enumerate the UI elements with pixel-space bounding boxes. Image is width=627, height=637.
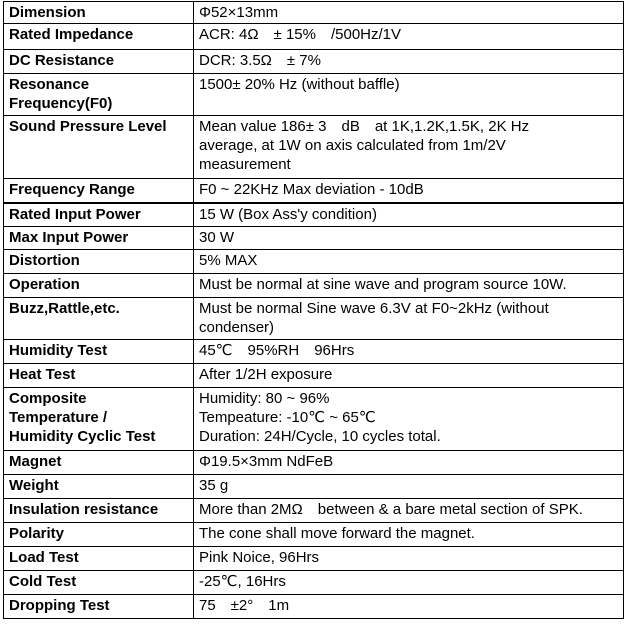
specification-table [3, 1, 624, 619]
spec-label-text: Dropping Test [9, 597, 110, 614]
table-row [4, 547, 624, 571]
table-row [4, 274, 624, 298]
spec-value-cell [194, 451, 624, 475]
spec-label-text: Rated Impedance [9, 26, 134, 43]
spec-label-cell [4, 24, 194, 50]
spec-value-cell [194, 298, 624, 340]
spec-value-cell [194, 571, 624, 595]
spec-value-text: Tempeature: -10℃ ~ 65℃ [199, 409, 376, 426]
table-row [4, 451, 624, 475]
spec-label-cell [4, 595, 194, 619]
spec-value-cell [194, 2, 624, 24]
spec-label-cell [4, 250, 194, 274]
spec-label-cell [4, 388, 194, 451]
spec-label-text: Dimension [9, 4, 86, 21]
table-row [4, 227, 624, 250]
spec-value-text: Must be normal at sine wave and program source 10W. [199, 276, 567, 293]
spec-label-cell [4, 571, 194, 595]
spec-value-text: measurement [199, 156, 291, 173]
table-row [4, 203, 624, 227]
spec-label-text: Load Test [9, 549, 79, 566]
table-row [4, 179, 624, 203]
spec-label-text: DC Resistance [9, 52, 115, 69]
table-row [4, 74, 624, 116]
spec-label-cell [4, 116, 194, 179]
spec-label-cell [4, 274, 194, 298]
spec-label-text: Humidity Cyclic Test [9, 428, 156, 445]
table-row [4, 116, 624, 179]
table-row [4, 571, 624, 595]
spec-label-text: Frequency(F0) [9, 95, 113, 112]
spec-value-cell [194, 250, 624, 274]
specification-table-body [4, 2, 624, 619]
spec-value-text: Pink Noice, 96Hrs [199, 549, 320, 566]
spec-label-text: Heat Test [9, 366, 76, 383]
spec-value-cell [194, 475, 624, 499]
table-row [4, 2, 624, 24]
spec-label-cell [4, 298, 194, 340]
table-row [4, 340, 624, 364]
spec-value-cell [194, 364, 624, 388]
table-row [4, 250, 624, 274]
spec-label-cell [4, 203, 194, 227]
spec-value-cell [194, 50, 624, 74]
spec-value-cell [194, 179, 624, 203]
spec-value-cell [194, 340, 624, 364]
spec-label-text: Sound Pressure Level [9, 118, 167, 135]
spec-label-cell [4, 179, 194, 203]
spec-value-text: Must be normal Sine wave 6.3V at F0~2kHz (without [199, 300, 549, 317]
spec-value-text: ACR: 4Ω ± 15% /500Hz/1V [199, 26, 402, 43]
spec-label-text: Cold Test [9, 573, 77, 590]
spec-value-cell [194, 227, 624, 250]
spec-label-cell [4, 364, 194, 388]
spec-value-text: Duration: 24H/Cycle, 10 cycles total. [199, 428, 441, 445]
spec-value-cell [194, 499, 624, 523]
spec-value-cell [194, 74, 624, 116]
table-row [4, 475, 624, 499]
spec-value-text: 30 W [199, 229, 235, 246]
spec-label-cell [4, 74, 194, 116]
spec-label-cell [4, 451, 194, 475]
spec-label-text: Weight [9, 477, 59, 494]
table-row [4, 388, 624, 451]
spec-value-text: 15 W (Box Ass'y condition) [199, 205, 377, 223]
spec-value-text: condenser) [199, 319, 275, 336]
spec-value-cell [194, 547, 624, 571]
spec-label-cell [4, 227, 194, 250]
spec-label-text: Resonance [9, 76, 90, 93]
spec-label-text: Composite [9, 390, 87, 407]
spec-label-text: Temperature / [9, 409, 108, 426]
spec-value-text: 35 g [199, 477, 229, 494]
spec-value-cell [194, 203, 624, 227]
spec-label-cell [4, 475, 194, 499]
spec-value-text: F0 ~ 22KHz Max deviation - 10dB [199, 181, 424, 198]
spec-value-text: -25℃, 16Hrs [199, 573, 286, 590]
spec-value-text: Humidity: 80 ~ 96% [199, 390, 330, 407]
spec-label-text: Magnet [9, 453, 62, 470]
spec-label-cell [4, 2, 194, 24]
spec-value-cell [194, 274, 624, 298]
spec-value-cell [194, 24, 624, 50]
spec-value-text: Φ52×13mm [199, 4, 279, 21]
spec-label-cell [4, 50, 194, 74]
spec-value-text: average, at 1W on axis calculated from 1m/2V [199, 137, 506, 154]
table-row [4, 499, 624, 523]
spec-value-text: 5% MAX [199, 252, 258, 269]
table-row [4, 298, 624, 340]
spec-label-text: Max Input Power [9, 229, 129, 246]
spec-label-text: Distortion [9, 252, 80, 269]
spec-value-text: 75 ±2° 1m [199, 597, 290, 614]
spec-label-text: Frequency Range [9, 181, 135, 198]
spec-label-text: Humidity Test [9, 342, 108, 359]
spec-value-cell [194, 595, 624, 619]
spec-label-cell [4, 340, 194, 364]
spec-label-text: Buzz,Rattle,etc. [9, 300, 120, 317]
spec-value-text: Φ19.5×3mm NdFeB [199, 453, 334, 470]
spec-value-text: 45℃ 95%RH 96Hrs [199, 342, 355, 359]
spec-value-text: More than 2MΩ between & a bare metal section of SPK. [199, 501, 583, 518]
spec-label-text: Rated Input Power [9, 205, 141, 223]
table-row [4, 50, 624, 74]
spec-value-text: Mean value 186± 3 dB at 1K,1.2K,1.5K, 2K Hz [199, 118, 530, 135]
spec-label-text: Operation [9, 276, 80, 293]
spec-value-cell [194, 116, 624, 179]
table-row [4, 523, 624, 547]
table-row [4, 595, 624, 619]
spec-label-cell [4, 499, 194, 523]
spec-label-cell [4, 523, 194, 547]
spec-value-text: DCR: 3.5Ω ± 7% [199, 52, 321, 69]
table-row [4, 364, 624, 388]
spec-label-text: Polarity [9, 525, 65, 542]
spec-value-cell [194, 523, 624, 547]
spec-value-text: The cone shall move forward the magnet. [199, 525, 475, 542]
spec-value-text: 1500± 20% Hz (without baffle) [199, 76, 400, 93]
spec-value-cell [194, 388, 624, 451]
spec-label-text: Insulation resistance [9, 501, 159, 518]
spec-value-text: After 1/2H exposure [199, 366, 333, 383]
spec-label-cell [4, 547, 194, 571]
table-row [4, 24, 624, 50]
